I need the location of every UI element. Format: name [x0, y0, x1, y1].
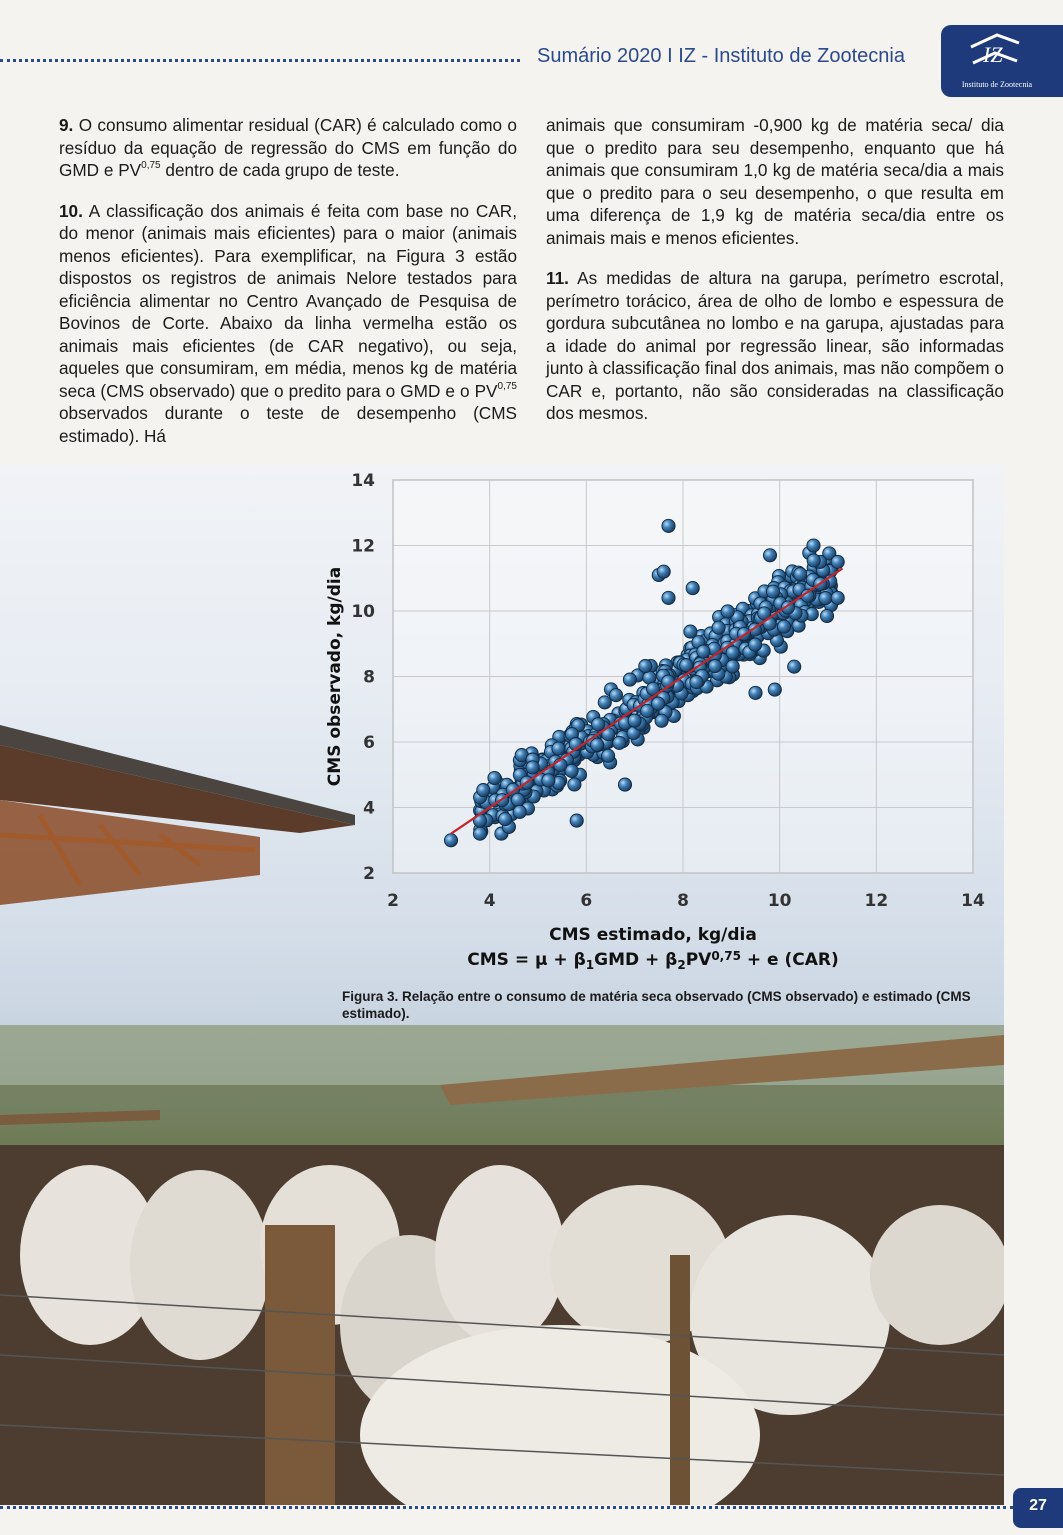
logo-text: Instituto de Zootecnia: [961, 80, 1033, 89]
data-point: [697, 645, 710, 658]
data-point: [807, 554, 820, 567]
x-tick-label: 10: [767, 891, 792, 911]
superscript: 0,75: [141, 160, 161, 172]
data-point: [690, 676, 703, 689]
x-tick-label: 8: [677, 891, 689, 911]
paragraph-text-tail: observados durante o teste de desempenho (CMS estimado). Há: [59, 403, 517, 446]
data-point: [477, 784, 490, 797]
y-tick-label: 8: [363, 667, 375, 688]
data-point: [820, 609, 833, 622]
paragraph-text: animais que consumiram -0,900 kg de matéria seca/ dia que o predito para seu desempenho, enquanto que há animais que consumiram 1,0 kg de matéria seca/dia a mais que o predito para o seu desempenho, o que resulta em uma diferença de 1,9 kg de matéria seca/dia entre os animais mais e menos eficientes.: [546, 115, 1004, 248]
equation-part: CMS = µ + β: [467, 950, 586, 970]
data-point: [609, 689, 622, 702]
x-tick-label: 12: [864, 891, 889, 911]
superscript: 0,75: [497, 380, 517, 392]
data-point: [712, 621, 725, 634]
equation-part: 1: [585, 957, 595, 972]
equation-part: 2: [677, 957, 686, 972]
paragraph: [546, 114, 1004, 249]
data-point: [726, 660, 739, 673]
x-tick-label: 6: [580, 891, 593, 911]
data-point: [831, 591, 844, 604]
data-point: [513, 805, 526, 818]
iz-logo: [941, 25, 1063, 97]
data-point: [749, 686, 762, 699]
data-point: [552, 742, 565, 755]
y-axis-label: CMS observado, kg/dia: [325, 566, 345, 787]
running-header: Sumário 2020 I IZ - Instituto de Zootecnia: [537, 45, 905, 67]
y-tick-label: 2: [363, 864, 375, 884]
y-tick-label: 14: [351, 471, 375, 491]
data-point: [639, 660, 652, 673]
data-point: [807, 539, 820, 552]
equation-part: + e (CAR): [740, 950, 839, 970]
data-point: [726, 646, 739, 659]
data-point: [831, 555, 844, 568]
cattle-herd: [0, 1025, 1004, 1505]
data-point: [613, 736, 626, 749]
x-tick-label: 2: [387, 891, 399, 911]
data-point: [473, 827, 486, 840]
data-point: [570, 814, 583, 827]
data-point: [749, 638, 762, 651]
data-point: [568, 778, 581, 791]
data-point: [662, 519, 675, 532]
item-number: 10.: [59, 200, 83, 221]
data-point: [777, 620, 790, 633]
y-tick-label: 4: [363, 798, 375, 819]
data-point: [652, 697, 665, 710]
footer-divider: [0, 1506, 1013, 1509]
equation-part: PV: [685, 950, 712, 970]
equation-part: GMD + β: [594, 950, 678, 970]
data-point: [499, 813, 512, 826]
data-point: [542, 774, 555, 787]
paragraph-text: O consumo alimentar residual (CAR) é calculado como o resíduo da equação de regressão do CMS em função do GMD e PV: [59, 115, 517, 180]
data-point: [591, 738, 604, 751]
header-divider: [0, 59, 520, 62]
item-number: 11.: [546, 268, 569, 288]
paragraph: [59, 114, 517, 182]
paragraph-text: A classificação dos animais é feita com base no CAR, do menor (animais mais eficientes) para o maior (animais menos eficientes). Para exemplificar, na Figura 3 estão dispostos os registros de animais Nelore testados para eficiência alimentar no Centro Avançado de Pesquisa de Bovinos de Corte. Abaixo da linha vermelha estão os animais mais eficientes (de CAR negativo), ou seja, aqueles que consumiram, em média, menos kg de matéria seca (CMS observado) que o predito para o GMD e o PV: [59, 200, 517, 401]
x-axis-label: CMS estimado, kg/dia: [549, 925, 757, 945]
x-tick-label: 14: [961, 891, 985, 911]
data-point: [598, 696, 611, 709]
x-tick-label: 4: [483, 891, 496, 911]
data-point: [684, 625, 697, 638]
shed-roof-left: [0, 725, 360, 915]
paragraph: [546, 267, 1004, 425]
paragraph: [59, 200, 517, 448]
data-point: [592, 718, 605, 731]
data-point: [768, 683, 781, 696]
data-point: [526, 761, 539, 774]
data-point: [686, 582, 699, 595]
data-point: [794, 568, 807, 581]
item-number: 9.: [59, 115, 74, 135]
right-column: [546, 114, 1004, 443]
data-point: [655, 714, 668, 727]
data-point: [657, 565, 670, 578]
data-point: [708, 660, 721, 673]
data-point: [766, 585, 779, 598]
data-point: [628, 714, 641, 727]
iz-logo-mark-icon: [963, 29, 1027, 77]
paragraph-text: As medidas de altura na garupa, perímetro escrotal, perímetro torácico, área de olho de lombo e espessura de gordura subcutânea no lombo e na garupa, ajustadas para a idade do animal por regressão linear, são informadas junto à classificação final dos animais, mas não compõem o CAR e, portanto, não são consideradas na classificação dos mesmos.: [546, 268, 1004, 423]
data-point: [819, 592, 832, 605]
data-point: [680, 659, 693, 672]
data-point: [788, 660, 801, 673]
svg-text:IZ: IZ: [983, 42, 1003, 67]
left-column: [59, 114, 517, 465]
data-point: [662, 591, 675, 604]
figure-caption: Figura 3. Relação entre o consumo de matéria seca observado (CMS observado) e estimado (CMS estimado).: [342, 989, 971, 1021]
scatter-chart: [320, 465, 1000, 985]
data-point: [444, 834, 457, 847]
regression-equation: [467, 949, 838, 971]
data-point: [618, 778, 631, 791]
data-point: [488, 771, 501, 784]
data-point: [721, 605, 734, 618]
data-point: [763, 549, 776, 562]
data-point: [602, 749, 615, 762]
paragraph-text-tail: dentro de cada grupo de teste.: [160, 160, 400, 180]
data-point: [623, 673, 636, 686]
equation-part: 0,75: [711, 949, 741, 964]
y-tick-label: 10: [351, 602, 375, 622]
page-number: 27: [1013, 1488, 1063, 1528]
y-tick-label: 6: [363, 733, 375, 753]
y-tick-label: 12: [351, 536, 375, 557]
